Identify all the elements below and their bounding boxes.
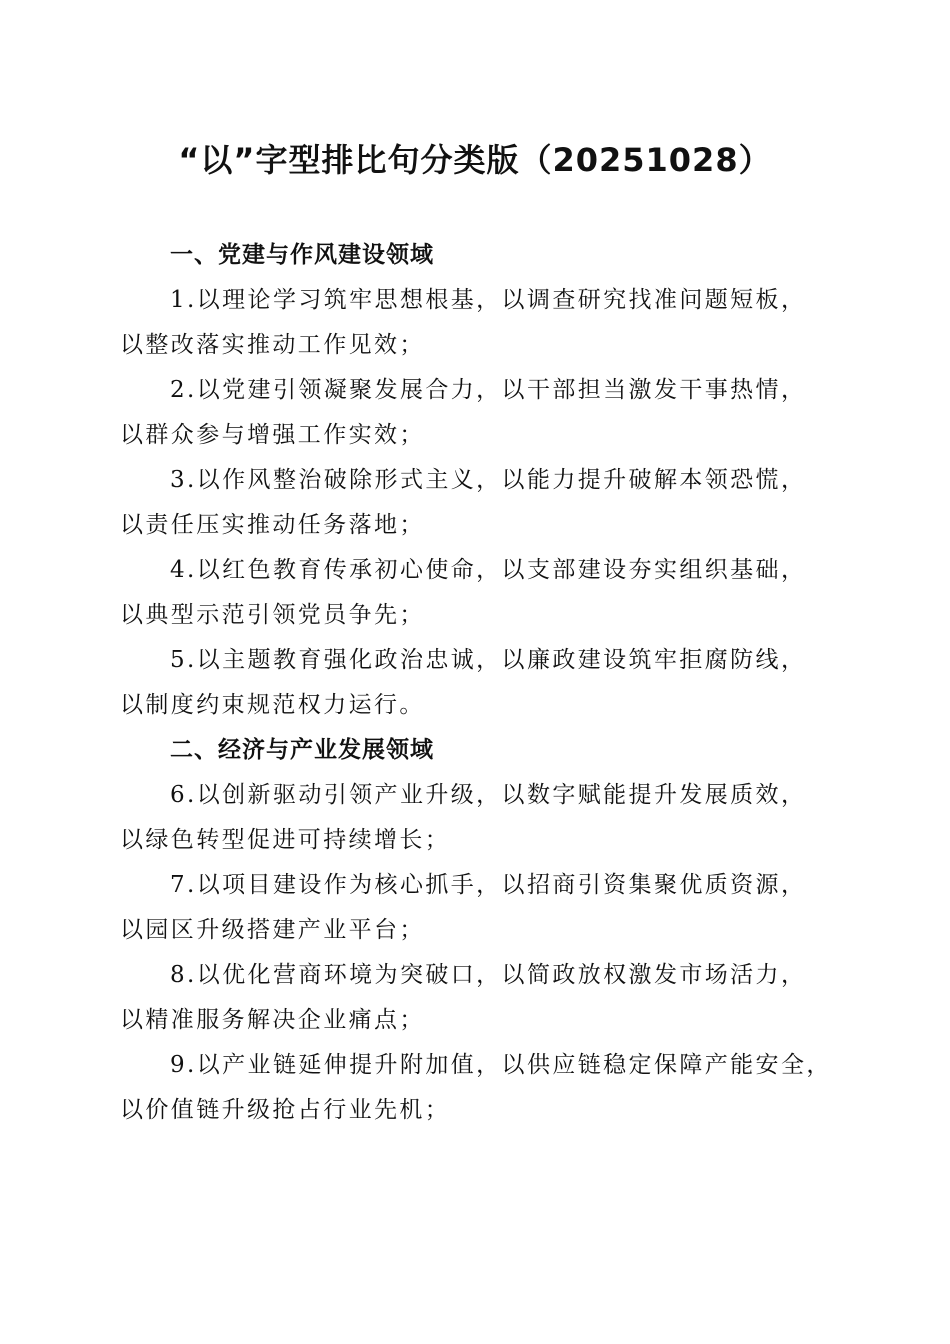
- item-line: 以精准服务解决企业痛点；: [120, 1007, 425, 1033]
- item-line: 1.以理论学习筑牢思想根基，以调查研究找准问题短板，: [170, 287, 807, 313]
- item-line: 以价值链升级抢占行业先机；: [120, 1097, 451, 1123]
- list-item: [120, 278, 840, 368]
- item-line: 以典型示范引领党员争先；: [120, 602, 425, 628]
- list-item: [120, 773, 840, 863]
- item-line: 2.以党建引领凝聚发展合力，以干部担当激发干事热情，: [170, 377, 807, 403]
- list-item: [120, 1043, 840, 1133]
- item-line: 8.以优化营商环境为突破口，以简政放权激发市场活力，: [170, 962, 807, 988]
- list-item: [120, 953, 840, 1043]
- section-heading: 二、经济与产业发展领域: [170, 737, 434, 763]
- item-line: 以制度约束规范权力运行。: [120, 692, 425, 718]
- item-line: 4.以红色教育传承初心使命，以支部建设夯实组织基础，: [170, 557, 807, 583]
- item-line: 7.以项目建设作为核心抓手，以招商引资集聚优质资源，: [170, 872, 807, 898]
- item-line: 5.以主题教育强化政治忠诚，以廉政建设筑牢拒腐防线，: [170, 647, 807, 673]
- item-line: 以群众参与增强工作实效；: [120, 422, 425, 448]
- item-line: 6.以创新驱动引领产业升级，以数字赋能提升发展质效，: [170, 782, 807, 808]
- item-line: 以责任压实推动任务落地；: [120, 512, 425, 538]
- section-heading: 一、党建与作风建设领域: [170, 242, 434, 268]
- list-item: [120, 548, 840, 638]
- item-line: 以绿色转型促进可持续增长；: [120, 827, 451, 853]
- item-line: 以园区升级搭建产业平台；: [120, 917, 425, 943]
- list-item: [120, 458, 840, 548]
- document-body: [120, 233, 840, 1133]
- list-item: [120, 638, 840, 728]
- list-item: [120, 863, 840, 953]
- page-title: “以”字型排比句分类版（20251028）: [178, 141, 772, 179]
- item-line: 以整改落实推动工作见效；: [120, 332, 425, 358]
- item-line: 9.以产业链延伸提升附加值，以供应链稳定保障产能安全，: [170, 1052, 832, 1078]
- item-line: 3.以作风整治破除形式主义，以能力提升破解本领恐慌，: [170, 467, 807, 493]
- list-item: [120, 368, 840, 458]
